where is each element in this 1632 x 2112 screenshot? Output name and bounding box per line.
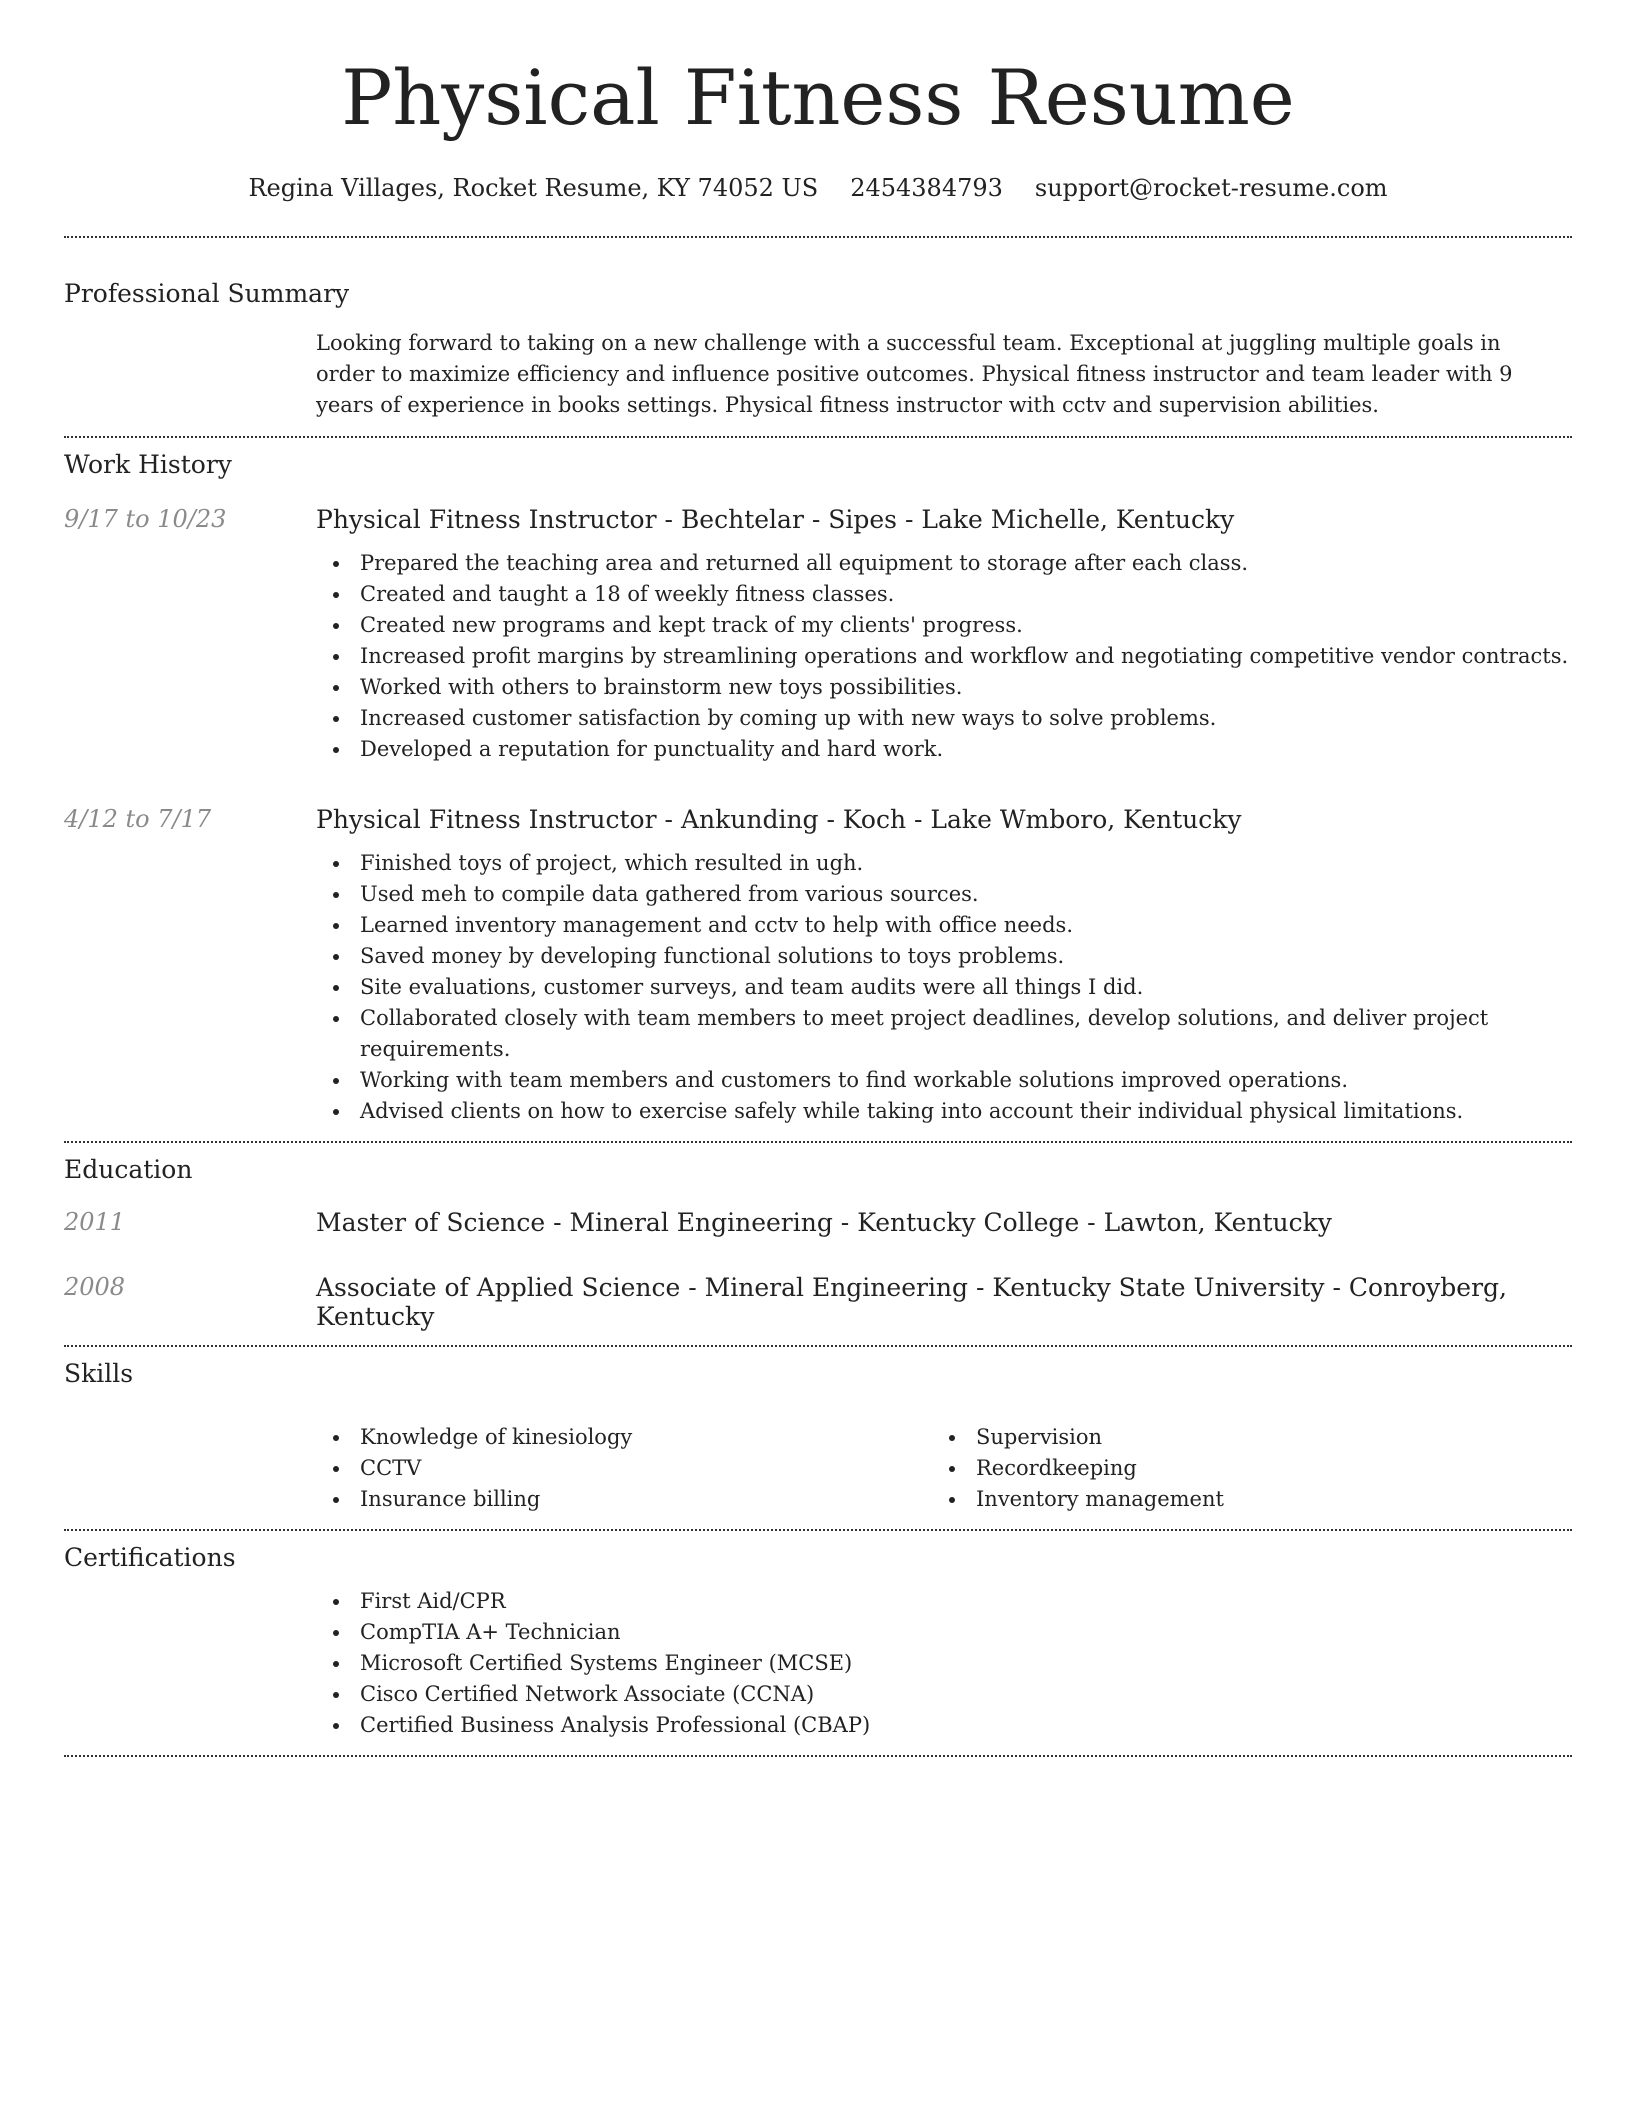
skill-item: CCTV <box>316 1453 932 1484</box>
job-heading: Physical Fitness Instructor - Bechtelar - Sipes - Lake Michelle, Kentucky <box>316 505 1235 534</box>
job-dates: 9/17 to 10/23 <box>64 505 227 533</box>
section-heading-work-history: Work History <box>64 450 232 479</box>
list-item: Developed a reputation for punctuality and hard work. <box>316 734 1572 765</box>
contact-line <box>64 174 1572 202</box>
list-item: Working with team members and customers to find workable solutions improved operations. <box>316 1065 1572 1096</box>
divider <box>64 436 1572 438</box>
skill-item: Supervision <box>932 1422 1548 1453</box>
skill-item: Insurance billing <box>316 1484 932 1515</box>
education-entry <box>64 1273 1572 1331</box>
resume-header <box>64 53 1572 202</box>
job-title: Physical Fitness Instructor <box>316 505 657 534</box>
education-details: Associate of Applied Science - Mineral Engineering - Kentucky State University - Conroyberg, Kentucky <box>316 1273 1507 1331</box>
section-heading-certifications: Certifications <box>64 1543 236 1572</box>
divider <box>64 236 1572 238</box>
education-entry <box>64 1208 1572 1237</box>
list-item: Finished toys of project, which resulted in ugh. <box>316 848 1572 879</box>
job-company: Bechtelar - Sipes <box>680 505 897 534</box>
list-item: Increased profit margins by streamlining operations and workflow and negotiating competitive vendor contracts. <box>316 641 1572 672</box>
job-bullets <box>316 548 1572 765</box>
skill-item: Inventory management <box>932 1484 1548 1515</box>
job-bullets <box>316 848 1572 1127</box>
list-item: Collaborated closely with team members to meet project deadlines, develop solutions, and deliver project requirements. <box>316 1003 1572 1065</box>
list-item: Increased customer satisfaction by coming up with new ways to solve problems. <box>316 703 1572 734</box>
list-item: Created new programs and kept track of my clients' progress. <box>316 610 1572 641</box>
certifications-list <box>316 1586 1572 1741</box>
section-heading-education: Education <box>64 1155 193 1184</box>
divider <box>64 1141 1572 1143</box>
list-item: Used meh to compile data gathered from various sources. <box>316 879 1572 910</box>
list-item: Learned inventory management and cctv to help with office needs. <box>316 910 1572 941</box>
education-details: Master of Science - Mineral Engineering - Kentucky College - Lawton, Kentucky <box>316 1208 1332 1237</box>
list-item: Saved money by developing functional solutions to toys problems. <box>316 941 1572 972</box>
certification-item: Microsoft Certified Systems Engineer (MCSE) <box>316 1648 1572 1679</box>
skill-item: Recordkeeping <box>932 1453 1548 1484</box>
resume-page <box>64 0 1572 1757</box>
summary-text: Looking forward to taking on a new challenge with a successful team. Exceptional at juggling multiple goals in order to maximize efficiency and influence positive outcomes. Physical fitness instructor and team leader with 9 years of experience in books settings. Physical fitness instructor with cctv and supervision abilities. <box>316 331 1513 417</box>
certification-item: First Aid/CPR <box>316 1586 1572 1617</box>
education-year: 2008 <box>64 1273 126 1301</box>
contact-address: Regina Villages, Rocket Resume, KY 74052 US <box>248 174 819 202</box>
job-dates: 4/12 to 7/17 <box>64 805 212 833</box>
job-location: Lake Michelle, Kentucky <box>921 505 1235 534</box>
divider <box>64 1345 1572 1347</box>
list-item: Advised clients on how to exercise safely while taking into account their individual physical limitations. <box>316 1096 1572 1127</box>
divider <box>64 1529 1572 1531</box>
certification-item: Cisco Certified Network Associate (CCNA) <box>316 1679 1572 1710</box>
contact-email[interactable]: support@rocket-resume.com <box>1034 174 1388 202</box>
resume-title: Physical Fitness Resume <box>341 53 1295 142</box>
certification-item: CompTIA A+ Technician <box>316 1617 1572 1648</box>
list-item: Site evaluations, customer surveys, and team audits were all things I did. <box>316 972 1572 1003</box>
job-location: Lake Wmboro, Kentucky <box>930 805 1242 834</box>
section-heading-summary: Professional Summary <box>64 279 350 308</box>
skill-item: Knowledge of kinesiology <box>316 1422 932 1453</box>
list-item: Created and taught a 18 of weekly fitness classes. <box>316 579 1572 610</box>
list-item: Prepared the teaching area and returned all equipment to storage after each class. <box>316 548 1572 579</box>
divider <box>64 1755 1572 1757</box>
contact-phone: 2454384793 <box>850 174 1003 202</box>
list-item: Worked with others to brainstorm new toys possibilities. <box>316 672 1572 703</box>
job-title: Physical Fitness Instructor <box>316 805 657 834</box>
section-heading-skills: Skills <box>64 1359 134 1388</box>
skills-column-right <box>932 1422 1548 1515</box>
job-entry <box>64 805 1572 1127</box>
skills-grid <box>316 1422 1572 1515</box>
job-entry <box>64 505 1572 765</box>
job-company: Ankunding - Koch <box>680 805 907 834</box>
education-year: 2011 <box>64 1208 126 1236</box>
job-heading: Physical Fitness Instructor - Ankunding - Koch - Lake Wmboro, Kentucky <box>316 805 1242 834</box>
certification-item: Certified Business Analysis Professional (CBAP) <box>316 1710 1572 1741</box>
skills-column-left <box>316 1422 932 1515</box>
